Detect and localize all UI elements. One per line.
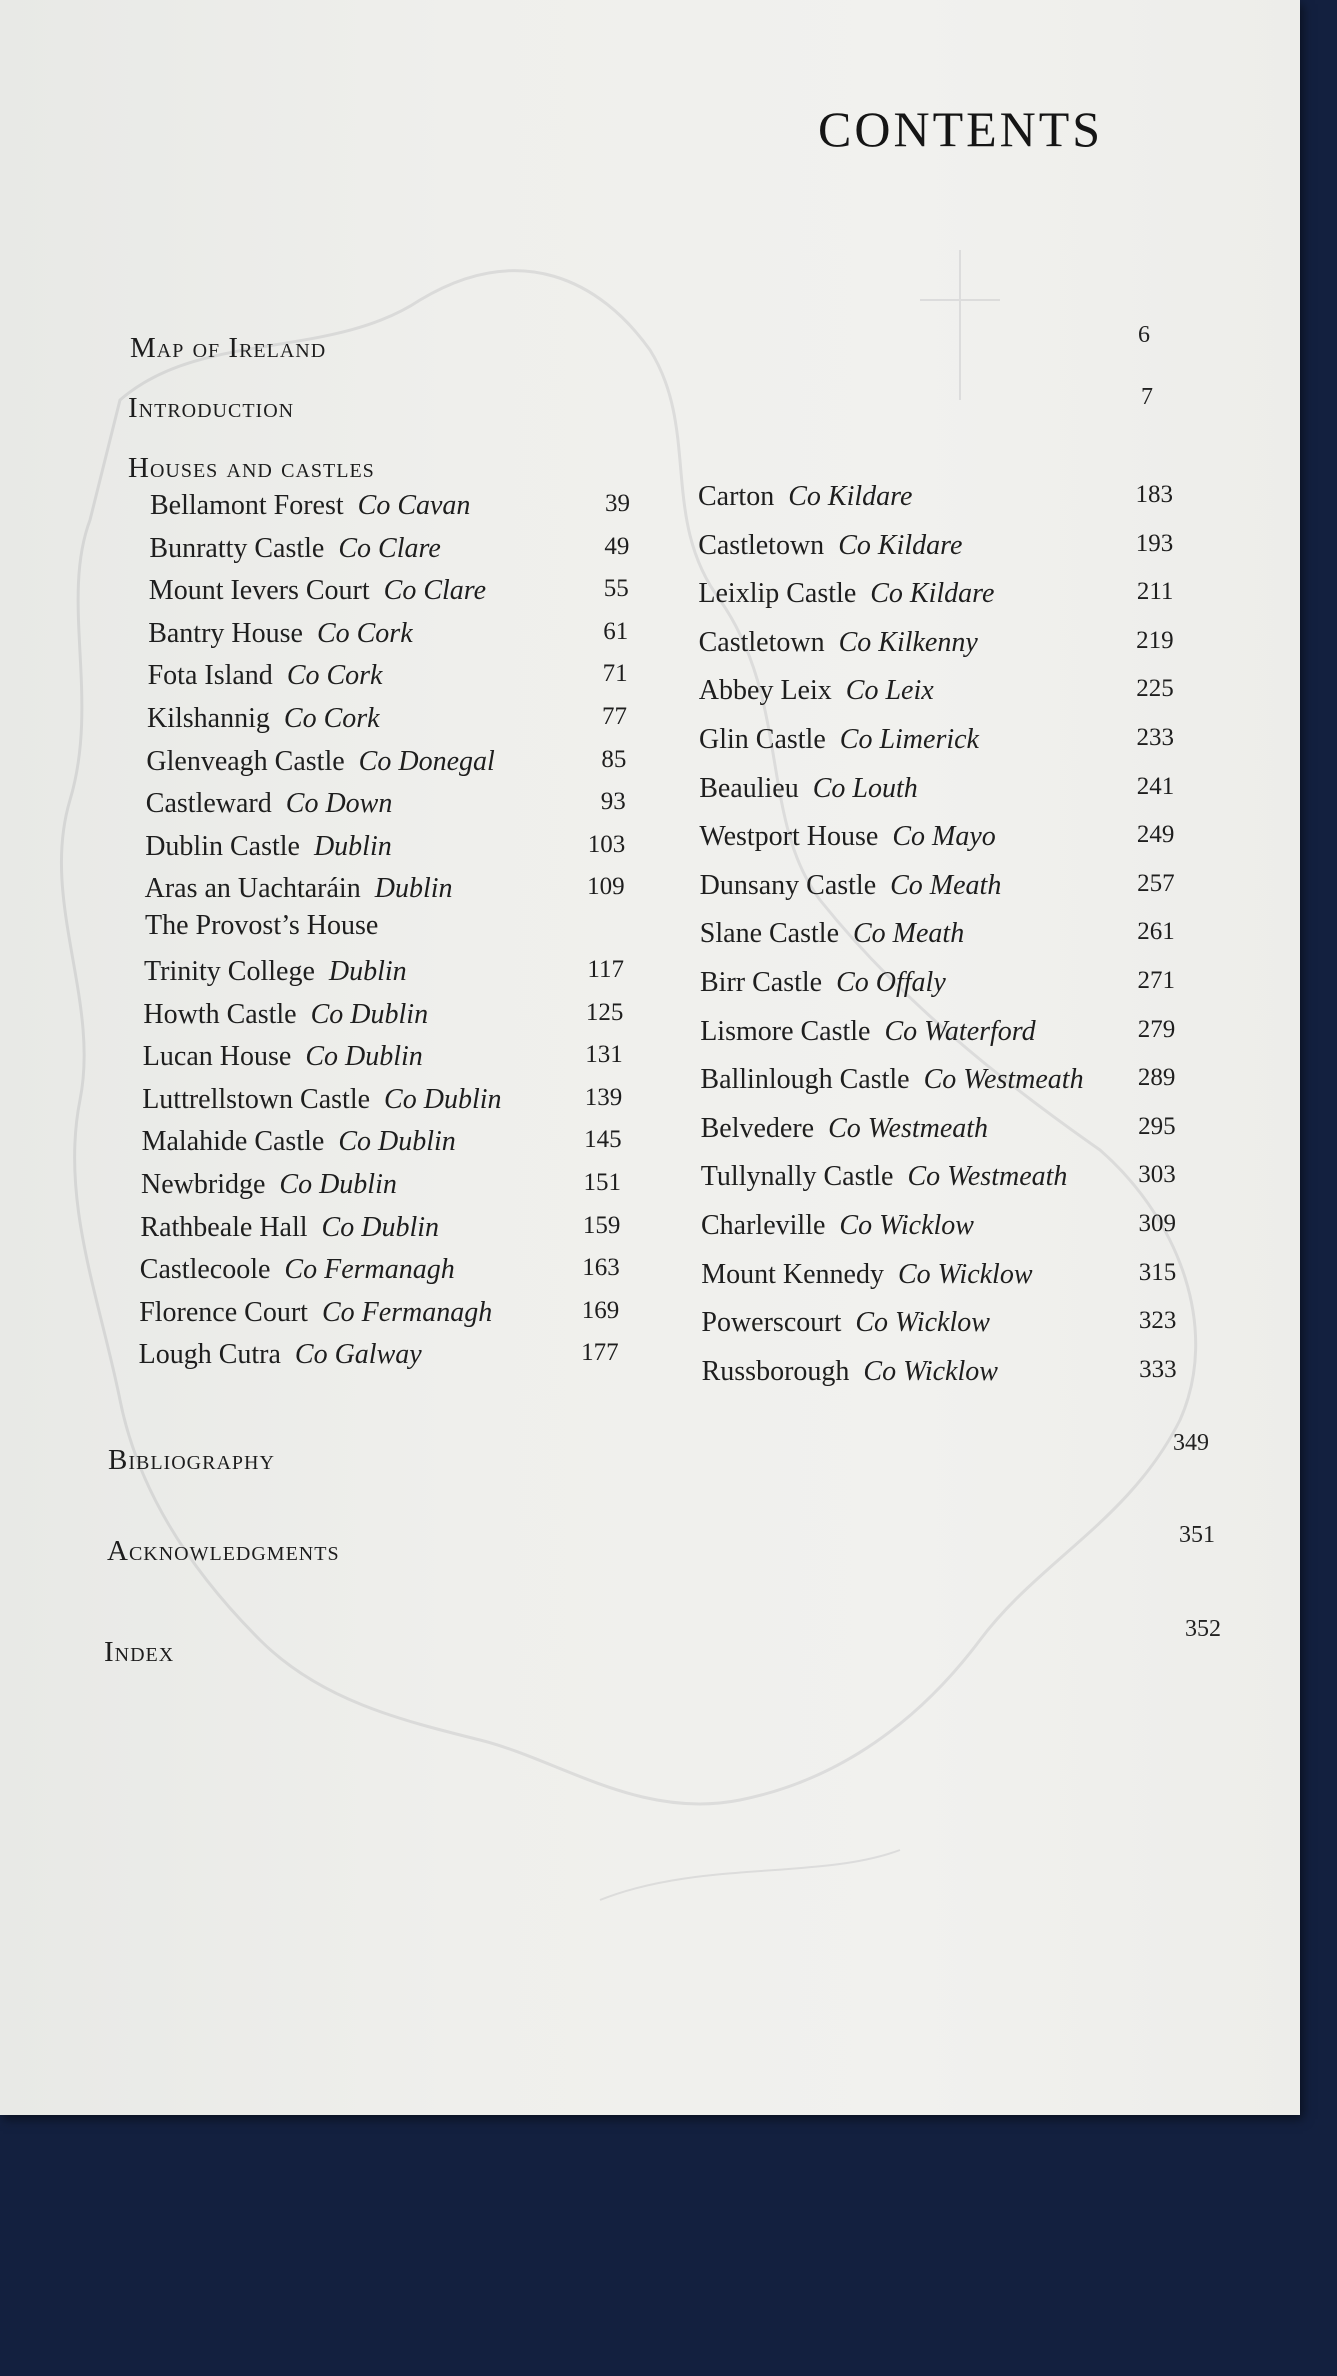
- toc-entry-house: Leixlip Castle: [698, 578, 857, 610]
- toc-entry-page: 257: [1137, 869, 1175, 897]
- toc-entry: [702, 1356, 1177, 1396]
- toc-entry: [139, 1297, 619, 1337]
- toc-entry-page: 271: [1137, 967, 1175, 994]
- toc-entry-house: Carton: [698, 481, 775, 512]
- toc-entry-house: Beaulieu: [699, 772, 799, 804]
- toc-entry-county: Co Donegal: [358, 745, 495, 777]
- toc-entry-house: Aras an Uachtaráin: [144, 873, 361, 905]
- toc-entry-page: 125: [585, 998, 624, 1026]
- toc-entry-county: Co Wicklow: [897, 1258, 1033, 1290]
- toc-entry-county: Co Kildare: [838, 529, 963, 561]
- toc-entry-title: [139, 1339, 422, 1371]
- toc-entry: [700, 918, 1175, 958]
- toc-entry-title: [700, 918, 964, 950]
- toc-entry-title: [144, 956, 407, 988]
- toc-entry-page: 61: [603, 617, 629, 645]
- toc-entry-county: Co Offaly: [836, 967, 946, 998]
- toc-entry-county: Co Clare: [383, 575, 487, 607]
- toc-entry: [143, 999, 623, 1039]
- toc-entry: [146, 788, 626, 828]
- toc-entry-county: Co Kilkenny: [838, 626, 978, 658]
- toc-entry-house: Newbridge: [141, 1169, 266, 1200]
- toc-entry-page: 163: [582, 1254, 620, 1282]
- toc-entry: [699, 821, 1174, 861]
- toc-entry-county: Dublin: [374, 873, 453, 905]
- toc-entry-house: Florence Court: [139, 1296, 308, 1328]
- page-title: CONTENTS: [818, 101, 1104, 157]
- toc-entry-house: Powerscourt: [701, 1307, 842, 1339]
- toc-entry-title: [140, 1212, 439, 1244]
- toc-entry-title: [698, 481, 912, 513]
- toc-entry: [142, 1084, 622, 1124]
- toc-entry-county: Co Louth: [812, 772, 918, 804]
- provost-house-line: The Provost’s House: [145, 910, 379, 941]
- toc-entry: [701, 1161, 1176, 1201]
- toc-entry-page: 233: [1136, 724, 1174, 751]
- toc-entry-county: Co Waterford: [884, 1015, 1036, 1047]
- toc-entry-house: Lismore Castle: [700, 1015, 871, 1047]
- toc-entry: [699, 773, 1174, 813]
- toc-entry: [700, 1064, 1175, 1104]
- toc-entry-house: Westport House: [699, 821, 879, 853]
- toc-entry-county: Co Fermanagh: [284, 1254, 455, 1286]
- section-introduction: Introduction: [128, 392, 295, 424]
- toc-entry-county: Co Cork: [283, 703, 380, 734]
- toc-entry: [699, 724, 1174, 764]
- toc-entry-house: Glin Castle: [699, 724, 826, 755]
- toc-entry-title: [699, 627, 978, 659]
- toc-entry: [149, 533, 629, 573]
- toc-entry-title: [700, 1064, 1083, 1096]
- toc-entry-page: 177: [581, 1339, 619, 1367]
- toc-entry-county: Co Leix: [845, 675, 934, 707]
- toc-entry-house: Castletown: [698, 529, 825, 561]
- toc-entry-county: Co Cork: [316, 617, 413, 649]
- toc-entry-title: [699, 724, 979, 756]
- toc-entry-county: Co Dublin: [338, 1126, 456, 1158]
- toc-entry-house: Fota Island: [147, 660, 273, 692]
- toc-entry-county: Co Westmeath: [828, 1112, 989, 1144]
- toc-entry: [701, 1259, 1176, 1299]
- toc-entry-page: 49: [604, 532, 630, 560]
- toc-entry: [698, 530, 1173, 570]
- toc-entry: [148, 618, 628, 658]
- toc-entry: [139, 1339, 619, 1379]
- toc-entry-house: Howth Castle: [143, 998, 297, 1030]
- toc-entry: [698, 578, 1173, 618]
- toc-entry-title: [148, 618, 412, 650]
- toc-entry-title: [149, 575, 486, 607]
- toc-entry: [141, 1169, 621, 1209]
- toc-entry-county: Co Down: [285, 788, 393, 820]
- toc-entry-house: Abbey Leix: [698, 675, 832, 707]
- section-acknowledgments: Acknowledgments: [107, 1535, 340, 1567]
- toc-entry-house: Belvedere: [700, 1112, 815, 1144]
- toc-entry-title: [701, 1210, 974, 1242]
- section-introduction-page: 7: [1141, 384, 1153, 410]
- toc-entry-county: Co Meath: [853, 918, 965, 950]
- toc-entry-county: Co Dublin: [384, 1083, 502, 1115]
- toc-entry-title: [702, 1356, 998, 1388]
- toc-entry-page: 151: [583, 1169, 621, 1196]
- toc-entry: [140, 1212, 620, 1252]
- toc-entry-title: [700, 870, 1002, 902]
- toc-entry-page: 169: [581, 1296, 620, 1324]
- toc-entry-title: [698, 530, 962, 562]
- toc-entry-house: Bellamont Forest: [150, 490, 344, 521]
- toc-entry-house: Luttrellstown Castle: [142, 1083, 371, 1115]
- toc-entry-page: 131: [585, 1041, 623, 1069]
- toc-entry: [148, 660, 628, 700]
- toc-entry-title: [147, 703, 380, 735]
- section-bibliography: Bibliography: [108, 1444, 275, 1476]
- toc-entry-page: 295: [1138, 1112, 1176, 1140]
- toc-entry-page: 333: [1139, 1355, 1177, 1383]
- section-map-page: 6: [1138, 322, 1150, 348]
- section-bibliography-page: 349: [1173, 1430, 1209, 1456]
- toc-entry-title: [145, 873, 453, 905]
- section-index: Index: [104, 1636, 175, 1668]
- toc-entry-page: 85: [601, 745, 627, 773]
- toc-entry: [699, 675, 1174, 715]
- toc-entry-county: Co Fermanagh: [321, 1296, 493, 1328]
- toc-entry-page: 241: [1136, 772, 1175, 800]
- toc-entry-house: Kilshannig: [147, 703, 270, 734]
- toc-entry-county: Co Wicklow: [839, 1210, 974, 1241]
- toc-entry-title: [146, 746, 494, 778]
- toc-entry-page: 71: [602, 660, 628, 688]
- toc-entry-title: [141, 1169, 397, 1201]
- toc-entry-house: Tullynally Castle: [700, 1161, 894, 1193]
- toc-entry-page: 93: [600, 788, 626, 816]
- toc-entry: [149, 575, 629, 615]
- toc-entry: [700, 967, 1175, 1007]
- toc-entry-house: Bunratty Castle: [149, 532, 325, 564]
- toc-entry-page: 139: [584, 1083, 623, 1111]
- toc-entry: [147, 703, 627, 743]
- toc-entry-title: [701, 1307, 990, 1339]
- toc-entry-title: [698, 578, 994, 610]
- toc-entry: [145, 873, 625, 913]
- toc-entry-house: Lucan House: [142, 1041, 292, 1073]
- toc-entry-page: 261: [1137, 918, 1175, 946]
- toc-entry-county: Co Galway: [294, 1339, 422, 1371]
- toc-entry: [143, 1041, 623, 1081]
- toc-entry-page: 211: [1136, 578, 1174, 606]
- toc-entry-house: Mount Ievers Court: [148, 575, 370, 607]
- toc-entry: [140, 1254, 620, 1294]
- toc-entry-county: Co Kildare: [788, 481, 913, 512]
- toc-entry: [144, 956, 624, 996]
- toc-entry-house: Mount Kennedy: [701, 1258, 884, 1290]
- toc-entry-page: 289: [1137, 1064, 1176, 1092]
- toc-entry-county: Co Westmeath: [923, 1064, 1084, 1096]
- toc-entry-title: [699, 675, 934, 707]
- toc-entry-county: Co Wicklow: [855, 1307, 990, 1339]
- section-acknowledgments-page: 351: [1179, 1522, 1215, 1548]
- toc-entry-title: [700, 1016, 1035, 1048]
- toc-entry-page: 159: [582, 1211, 621, 1239]
- toc-entry-house: Ballinlough Castle: [700, 1064, 910, 1096]
- toc-entry: [701, 1210, 1176, 1250]
- toc-entry-page: 225: [1136, 675, 1174, 703]
- toc-entry-title: [146, 788, 393, 820]
- toc-entry-title: [699, 821, 995, 853]
- toc-entry-title: [143, 1041, 423, 1073]
- toc-entry-house: Trinity College: [144, 956, 315, 987]
- toc-entry-house: Russborough: [701, 1355, 850, 1387]
- toc-entry-house: Charleville: [701, 1210, 826, 1241]
- toc-entry-county: Co Dublin: [279, 1169, 397, 1200]
- toc-entry-county: Co Mayo: [892, 821, 996, 853]
- toc-entry-title: [149, 533, 440, 565]
- toc-entry-page: 219: [1136, 626, 1174, 654]
- toc-entry-county: Co Dublin: [305, 1041, 423, 1073]
- toc-entry-title: [145, 831, 392, 863]
- toc-entry-page: 323: [1138, 1307, 1177, 1335]
- toc-entry-title: [148, 660, 383, 692]
- toc-entry-page: 77: [602, 703, 627, 730]
- toc-entry-page: 193: [1135, 529, 1174, 557]
- toc-entry: [698, 481, 1173, 521]
- section-index-page: 352: [1185, 1616, 1221, 1642]
- toc-entry-page: 145: [584, 1126, 622, 1154]
- toc-entry-house: Glenveagh Castle: [146, 745, 345, 777]
- toc-entry-house: Birr Castle: [700, 967, 823, 998]
- toc-entry-house: Rathbeale Hall: [140, 1211, 308, 1243]
- toc-entry-title: [150, 490, 470, 522]
- toc-entry-house: Dunsany Castle: [699, 869, 877, 901]
- toc-entry-title: [701, 1113, 988, 1145]
- toc-entry-house: Slane Castle: [699, 918, 839, 950]
- toc-entry-title: [143, 999, 428, 1031]
- toc-entry-page: 117: [587, 956, 624, 983]
- toc-entry-page: 183: [1135, 481, 1173, 508]
- toc-entry-county: Co Clare: [338, 532, 441, 564]
- toc-entry-title: [139, 1297, 492, 1329]
- toc-entry: [145, 831, 625, 871]
- toc-entry: [150, 490, 630, 530]
- toc-entry-county: Co Cavan: [357, 490, 471, 521]
- toc-entry-page: 249: [1136, 821, 1175, 849]
- toc-entry-page: 279: [1137, 1015, 1176, 1043]
- toc-entry-title: [701, 1259, 1032, 1291]
- toc-entry-page: 315: [1138, 1258, 1177, 1286]
- toc-entry-title: [142, 1084, 501, 1116]
- toc-entry-title: [699, 773, 918, 805]
- toc-entry: [146, 746, 626, 786]
- section-houses-and-castles: Houses and castles: [128, 452, 375, 484]
- toc-entry-county: Co Meath: [890, 869, 1002, 901]
- toc-entry-house: Castlecoole: [139, 1254, 271, 1286]
- toc-entry: [142, 1126, 622, 1166]
- toc-entry-page: 103: [587, 830, 626, 858]
- section-map-of-ireland: Map of Ireland: [130, 332, 327, 364]
- toc-entry-page: 309: [1138, 1210, 1176, 1237]
- toc-entry-county: Co Westmeath: [907, 1161, 1068, 1193]
- toc-entry-page: 109: [587, 873, 625, 901]
- toc-entry-house: Dublin Castle: [145, 830, 300, 862]
- toc-entry-house: Bantry House: [148, 617, 303, 649]
- toc-entry-house: Malahide Castle: [141, 1126, 325, 1158]
- toc-entry-page: 39: [605, 490, 630, 517]
- toc-entry: [699, 627, 1174, 667]
- toc-entry: [701, 1307, 1176, 1347]
- toc-entry-county: Co Wicklow: [863, 1355, 998, 1387]
- toc-entry-house: Castletown: [698, 626, 825, 658]
- toc-entry: [701, 1113, 1176, 1153]
- toc-entry: [700, 1016, 1175, 1056]
- toc-entry-title: [140, 1254, 455, 1286]
- toc-entry-county: Co Limerick: [839, 724, 979, 755]
- toc-entry: [700, 870, 1175, 910]
- toc-entry-county: Dublin: [313, 830, 392, 862]
- toc-entry-title: [701, 1161, 1068, 1193]
- toc-entry-county: Co Dublin: [321, 1211, 440, 1243]
- toc-entry-county: Co Cork: [286, 660, 383, 692]
- toc-entry-title: [142, 1126, 456, 1158]
- toc-entry-county: Dublin: [328, 956, 407, 987]
- toc-entry-page: 55: [603, 575, 629, 603]
- toc-entry-title: [700, 967, 946, 999]
- toc-entry-page: 303: [1138, 1161, 1176, 1189]
- toc-entry-county: Co Dublin: [310, 998, 429, 1030]
- toc-entry-house: Castleward: [145, 788, 272, 820]
- toc-entry-house: Lough Cutra: [138, 1339, 281, 1371]
- toc-entry-county: Co Kildare: [870, 578, 995, 610]
